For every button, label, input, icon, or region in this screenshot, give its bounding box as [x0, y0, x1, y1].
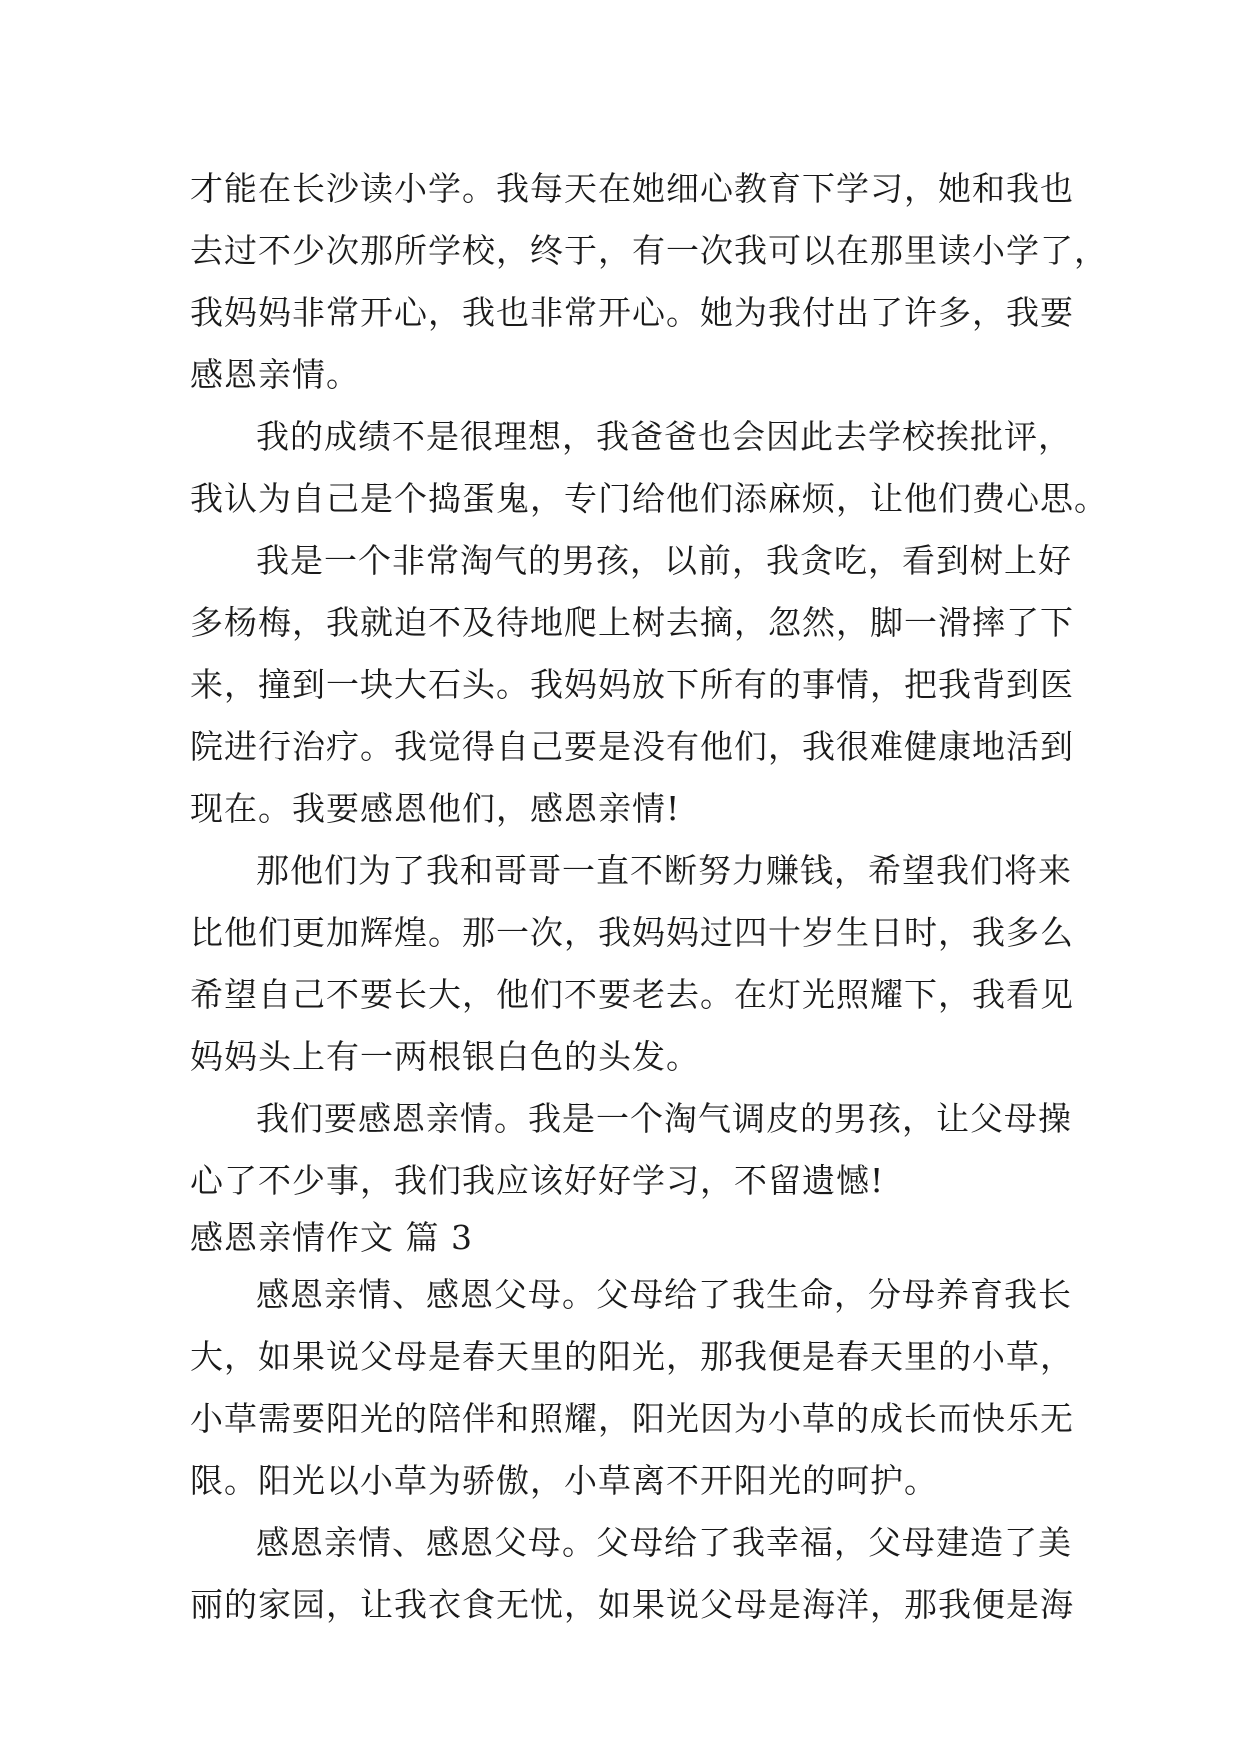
paragraph-first-line: 我是一个非常淘气的男孩，以前，我贪吃，看到树上好	[256, 541, 1072, 580]
text-line: 现在。我要感恩他们，感恩亲情!	[190, 789, 681, 828]
text-line: 我认为自己是个捣蛋鬼，专门给他们添麻烦，让他们费心思。	[190, 479, 1108, 518]
text-line: 来，撞到一块大石头。我妈妈放下所有的事情，把我背到医	[190, 665, 1074, 704]
text-line: 我妈妈非常开心，我也非常开心。她为我付出了许多，我要	[190, 293, 1074, 332]
text-line: 多杨梅，我就迫不及待地爬上树去摘，忽然，脚一滑摔了下	[190, 603, 1074, 642]
text-line: 小草需要阳光的陪伴和照耀，阳光因为小草的成长而快乐无	[190, 1399, 1074, 1438]
text-line: 丽的家园，让我衣食无忧，如果说父母是海洋，那我便是海	[190, 1585, 1074, 1624]
text-line: 感恩亲情。	[190, 355, 360, 394]
text-line: 院进行治疗。我觉得自己要是没有他们，我很难健康地活到	[190, 727, 1074, 766]
text-line: 比他们更加辉煌。那一次，我妈妈过四十岁生日时，我多么	[190, 913, 1074, 952]
text-line: 希望自己不要长大，他们不要老去。在灯光照耀下，我看见	[190, 975, 1074, 1014]
document-body	[190, 158, 1108, 1636]
paragraph-first-line: 感恩亲情、感恩父母。父母给了我生命，分母养育我长	[256, 1275, 1072, 1314]
text-line: 才能在长沙读小学。我每天在她细心教育下学习，她和我也	[190, 169, 1074, 208]
text-line: 去过不少次那所学校，终于，有一次我可以在那里读小学了，	[190, 231, 1108, 270]
paragraph-first-line: 那他们为了我和哥哥一直不断努力赚钱，希望我们将来	[256, 851, 1072, 890]
text-line: 心了不少事，我们我应该好好学习，不留遗憾!	[190, 1161, 885, 1200]
paragraph-first-line: 我们要感恩亲情。我是一个淘气调皮的男孩，让父母操	[256, 1099, 1072, 1138]
paragraph-first-line: 我的成绩不是很理想，我爸爸也会因此去学校挨批评，	[256, 417, 1072, 456]
text-line: 限。阳光以小草为骄傲，小草离不开阳光的呵护。	[190, 1461, 938, 1500]
text-line: 妈妈头上有一两根银白色的头发。	[190, 1037, 700, 1076]
text-line: 大，如果说父母是春天里的阳光，那我便是春天里的小草，	[190, 1337, 1074, 1376]
paragraph-first-line: 感恩亲情、感恩父母。父母给了我幸福，父母建造了美	[256, 1523, 1072, 1562]
section-heading: 感恩亲情作文 篇 3	[190, 1218, 473, 1257]
